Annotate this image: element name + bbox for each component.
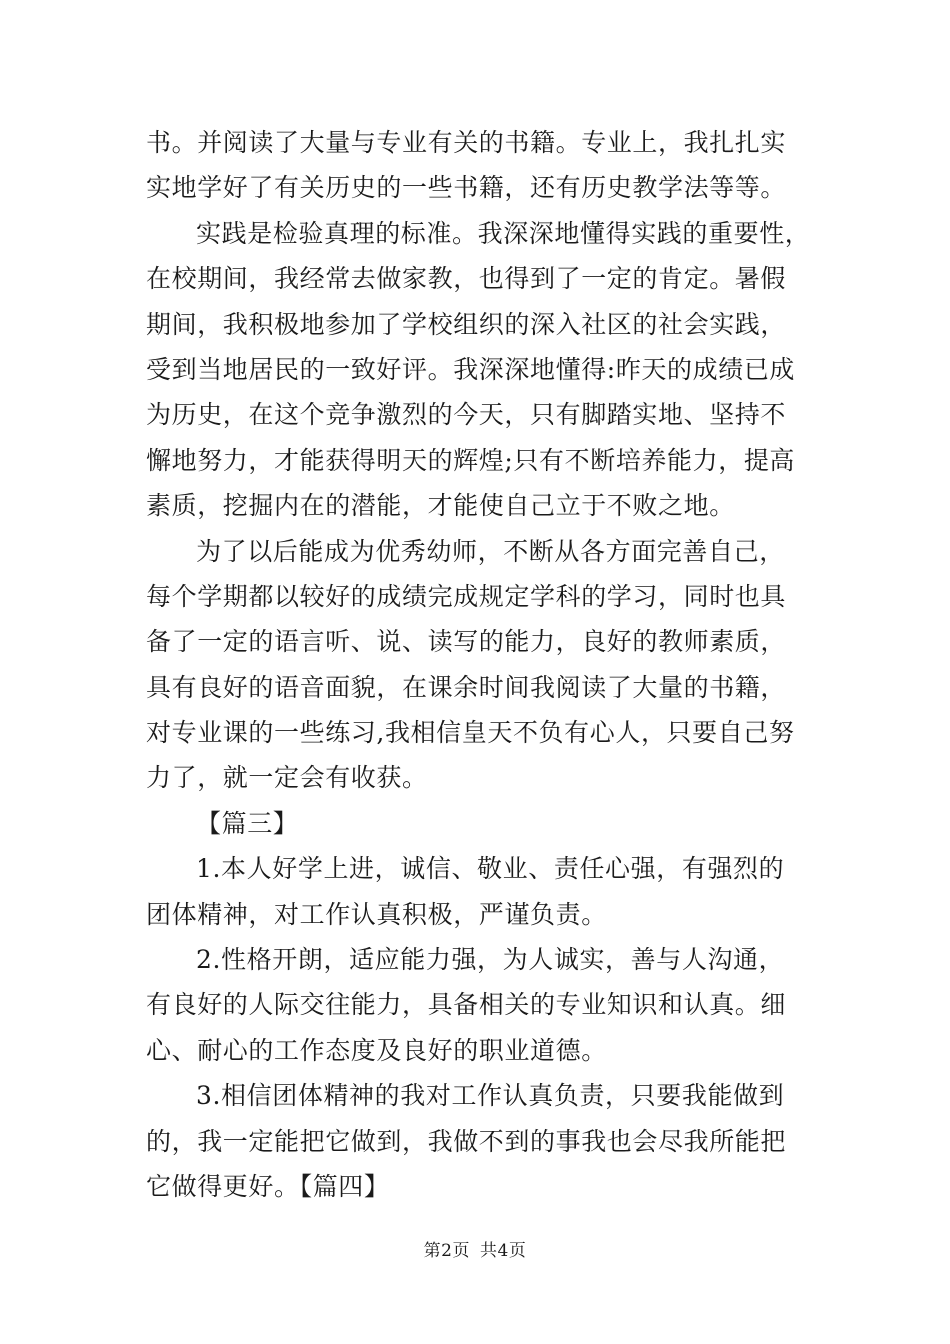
page-footer — [0, 1239, 950, 1263]
text-line: 素质，挖掘内在的潜能，才能使自己立于不败之地。 — [146, 491, 735, 521]
text-line: 期间，我积极地参加了学校组织的深入社区的社会实践， — [146, 309, 787, 339]
text-line: 为历史，在这个竞争激烈的今天，只有脚踏实地、坚持不 — [146, 400, 787, 430]
text-line: 的，我一定能把它做到，我做不到的事我也会尽我所能把 — [146, 1126, 787, 1156]
text-line: 书。并阅读了大量与专业有关的书籍。专业上，我扎扎实 — [146, 128, 787, 157]
text-line: 3.相信团体精神的我对工作认真负责，只要我能做到 — [196, 1081, 785, 1111]
text-line: 它做得更好。【篇四】 — [146, 1171, 390, 1201]
text-line: 受到当地居民的一致好评。我深深地懂得:昨天的成绩已成 — [146, 354, 796, 384]
text-line: 为了以后能成为优秀幼师，不断从各方面完善自己， — [196, 536, 785, 566]
text-line: 2.性格开朗，适应能力强，为人诚实，善与人沟通， — [196, 945, 785, 975]
text-line: 团体精神，对工作认真积极，严谨负责。 — [146, 899, 607, 929]
text-line: 在校期间，我经常去做家教，也得到了一定的肯定。暑假 — [146, 264, 787, 294]
page-number: 第2页 — [423, 1241, 470, 1261]
text-line: 1.本人好学上进，诚信、敬业、责任心强，有强烈的 — [196, 854, 785, 884]
text-line: 具有良好的语音面貌，在课余时间我阅读了大量的书籍， — [146, 672, 787, 702]
text-line: 实践是检验真理的标准。我深深地懂得实践的重要性， — [196, 218, 811, 248]
text-line: 心、耐心的工作态度及良好的职业道德。 — [146, 1035, 607, 1065]
text-line: 每个学期都以较好的成绩完成规定学科的学习，同时也具 — [146, 581, 787, 611]
text-line: 【篇三】 — [196, 808, 299, 838]
text-line: 实地学好了有关历史的一些书籍，还有历史教学法等等。 — [146, 173, 787, 203]
text-line: 备了一定的语言听、说、读写的能力，良好的教师素质， — [146, 627, 787, 657]
text-line: 懈地努力，才能获得明天的辉煌;只有不断培养能力，提高 — [146, 445, 796, 475]
document-body — [146, 120, 811, 1209]
text-line: 有良好的人际交往能力，具备相关的专业知识和认真。细 — [146, 990, 787, 1020]
page-total: 共4页 — [480, 1241, 527, 1261]
text-line: 对专业课的一些练习,我相信皇天不负有心人，只要自己努 — [146, 718, 795, 748]
text-line: 力了，就一定会有收获。 — [146, 763, 428, 793]
